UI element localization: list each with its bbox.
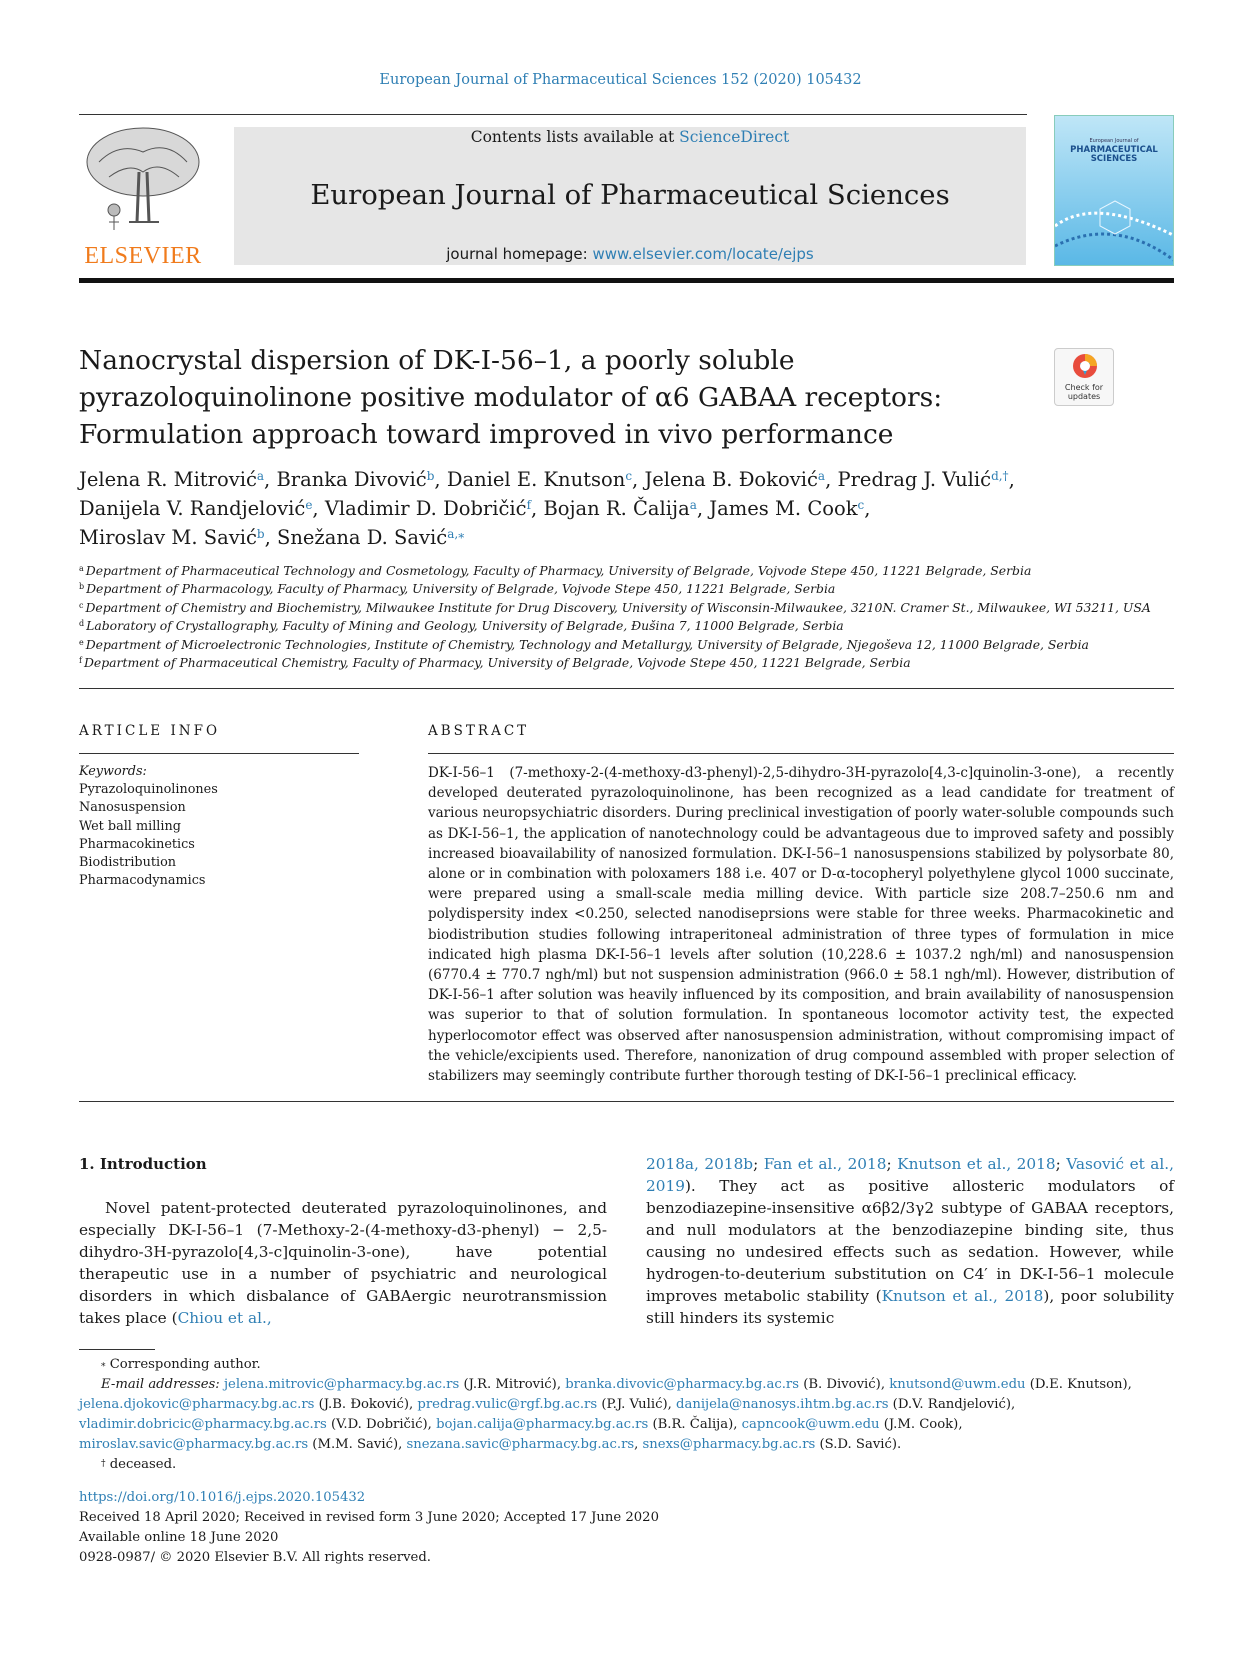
affiliation-item: [79, 617, 1174, 635]
cover-title: [1055, 146, 1173, 165]
keywords-label: Keywords:: [79, 764, 147, 779]
author: [276, 468, 434, 491]
author-affiliation-mark[interactable]: a: [817, 469, 826, 483]
header-thick-divider: [79, 278, 1174, 283]
citation-link[interactable]: Vasović et al., 2019: [646, 1155, 1174, 1195]
email-owner: (D.E. Knutson): [1029, 1377, 1128, 1392]
affiliation-item: [79, 636, 1174, 654]
journal-cover-image[interactable]: [1054, 115, 1174, 266]
author-name[interactable]: Vladimir D. Dobričić: [324, 497, 527, 520]
author: [709, 497, 864, 520]
footnote-divider: [79, 1349, 155, 1350]
author-name[interactable]: Danijela V. Randjelović: [79, 497, 306, 520]
email-link[interactable]: jelena.djokovic@pharmacy.bg.ac.rs: [79, 1397, 315, 1412]
email-owner: (J.R. Mitrović): [463, 1377, 557, 1392]
affiliation-text: Department of Pharmaceutical Technology and Cosmetology, Faculty of Pharmacy, University of Belgrade, Vojvode Stepe 450, 11221 Belgrade, Serbia: [85, 563, 1032, 578]
email-owner: (D.V. Randjelović): [892, 1397, 1011, 1412]
homepage-line: [234, 245, 1026, 263]
introduction-column-1: [79, 1197, 607, 1329]
email-link[interactable]: capncook@uwm.edu: [741, 1417, 880, 1432]
author-affiliation-mark[interactable]: c: [625, 469, 633, 483]
article-info-heading: ARTICLE INFO: [79, 723, 221, 739]
abstract-text: DK-I-56–1 (7-methoxy-2-(4-methoxy-d3-phenyl)-2,5-dihydro-3H-pyrazolo[4,3-c]quinolin-3-one), a recently developed deuterated pyrazoloquinolinone, has been recognized as a lead candidate for treatment of various neuropsychiatric disorders. During preclinical investigation of poorly water-soluble compounds such as DK-I-56–1, the application of nanotechnology could be advantageous due to improved safety and possibly increased bioavailability of nanosized formulation. DK-I-56–1 nanosuspensions stabilized by polysorbate 80, alone or in combination with poloxamers 188 i.e. 407 or D-α-tocopheryl polyethylene glycol 1000 succinate, were prepared using a small-scale media milling device. With particle size 208.7–250.6 nm and polydispersity index <0.250, selected nanodiseprsions were stable for three weeks. Pharmacokinetic and biodistribution studies following intraperitoneal administration of three types of formulation in mice indicated high plasma DK-I-56–1 levels after solution (10,228.6 ± 1037.2 ngh/ml) and nanosuspension (6770.4 ± 770.7 ngh/ml) but not suspension administration (966.0 ± 58.1 ngh/ml). However, distribution of DK-I-56–1 after solution was heavily influenced by its composition, and brain availability of nanosuspension was superior to that of solution formulation. In spontaneous locomotor activity test, the expected hyperlocomotor effect was observed after nanosuspension administration, without compromising impact of the vehicle/excipients used. Therefore, nanonization of drug compound assembled with proper selection of stabilizers may seemingly contribute further thorough testing of DK-I-56–1 preclinical efficacy.: [428, 765, 1174, 1085]
keyword-item[interactable]: Biodistribution: [79, 855, 177, 871]
cover-title-line2: SCIENCES: [1090, 154, 1138, 165]
paper-title: Nanocrystal dispersion of DK-I-56–1, a poorly soluble pyrazoloquinolinone positive modulator of α6 GABAA receptors: Formulation approach toward improved in vivo performance: [79, 345, 943, 450]
author-name[interactable]: James M. Cook: [709, 497, 858, 520]
introduction-heading: 1. Introduction: [79, 1155, 207, 1173]
introduction-column-2: 2018a, 2018b; Fan et al., 2018; Knutson et al., 2018; Vasović et al., 2019). They act as positive allosteric modulators of benzodiazepine-insensitive α6β2/3γ2 subtype of GABAA receptors, and null modulators at the benzodiazepine binding site, thus causing no undesired effects such as sedation. However, while hydrogen-to-deuterium substitution on C4′ in DK-I-56–1 molecule improves metabolic stability (Knutson et al., 2018), poor solubility still hinders its systemic: [646, 1155, 1175, 1327]
elsevier-logo[interactable]: [79, 122, 207, 270]
affiliation-text: Department of Chemistry and Biochemistry, Milwaukee Institute for Drug Discovery, University of Wisconsin-Milwaukee, 3210N. Cramer St., Milwaukee, WI 53211, USA: [85, 599, 1151, 615]
email-link[interactable]: jelena.mitrovic@pharmacy.bg.ac.rs: [223, 1377, 460, 1392]
author-affiliation-mark[interactable]: a: [256, 469, 265, 483]
citation-link[interactable]: Knutson et al., 2018: [881, 1287, 1044, 1305]
email-owner: (J.B. Đoković): [318, 1397, 410, 1412]
keyword-item[interactable]: Wet ball milling: [79, 818, 181, 834]
footnotes: [79, 1355, 1174, 1475]
email-link[interactable]: knutsond@uwm.edu: [889, 1377, 1026, 1392]
author-affiliation-mark[interactable]: a,⁎: [447, 527, 465, 541]
check-for-updates-badge[interactable]: [1054, 348, 1114, 406]
publisher-name: ELSEVIER: [84, 243, 202, 269]
elsevier-tree-icon: [79, 122, 207, 237]
author-affiliation-mark[interactable]: f: [526, 498, 532, 512]
affiliation-key: c: [79, 600, 84, 610]
citation-link[interactable]: Fan et al., 2018: [763, 1155, 887, 1173]
keywords-list: [79, 781, 359, 890]
affiliation-item: [79, 562, 1174, 580]
intro-col2-text-end: ), poor solubility still hinders its systemic: [646, 1287, 1175, 1327]
keyword-item[interactable]: Pyrazoloquinolinones: [79, 782, 218, 798]
homepage-prefix: journal homepage:: [446, 245, 593, 263]
journal-header-band: [234, 127, 1026, 265]
citation-link[interactable]: 2018a, 2018b: [646, 1155, 754, 1173]
email-owner: (S.D. Savić).: [819, 1437, 902, 1452]
keywords-block: [79, 763, 359, 890]
affiliation-text: Department of Pharmacology, Faculty of Pharmacy, University of Belgrade, Vojvode Stepe 450, 11221 Belgrade, Serbia: [86, 581, 836, 597]
footnote-mark: †: [101, 1459, 106, 1469]
affiliation-text: Department of Microelectronic Technologies, Institute of Chemistry, Technology and Metallurgy, University of Belgrade, Njegoševa 12, 11000 Belgrade, Serbia: [85, 636, 1089, 652]
intro-col1-text: Novel patent-protected deuterated pyrazoloquinolinones, and especially DK-I-56–1 (7-Methoxy-2-(4-methoxy-d3-phenyl) − 2,5-dihydro-3H-pyrazolo[4,3-c]quinolin-3-one), have potential therapeutic use in a number of psychiatric and neurological disorders in which disbalance of GABAergic neurotransmission takes place (: [79, 1199, 607, 1327]
doi-link[interactable]: https://doi.org/10.1016/j.ejps.2020.105432: [79, 1490, 366, 1505]
contents-line: [234, 128, 1026, 146]
author: [543, 497, 696, 520]
corresponding-author-note: [79, 1355, 1174, 1375]
abstract-end-divider: [79, 1101, 1174, 1102]
journal-citation[interactable]: European Journal of Pharmaceutical Sciences 152 (2020) 105432: [379, 72, 862, 88]
affiliation-key: d: [79, 619, 85, 629]
affiliation-item: [79, 599, 1174, 617]
email-link[interactable]: danijela@nanosys.ihtm.bg.ac.rs: [676, 1397, 889, 1412]
available-online: Available online 18 June 2020: [79, 1530, 279, 1545]
affiliation-text: Department of Pharmaceutical Chemistry, Faculty of Pharmacy, University of Belgrade, Vojvode Stepe 450, 11221 Belgrade, Serbia: [83, 655, 911, 671]
affiliation-key: b: [79, 582, 85, 592]
keyword-item[interactable]: Nanosuspension: [79, 800, 186, 816]
citation-link[interactable]: Chiou et al.,: [177, 1309, 272, 1327]
author: [447, 468, 632, 491]
email-owner: (M.M. Savić): [312, 1437, 399, 1452]
copyright: 0928-0987/ © 2020 Elsevier B.V. All rights reserved.: [79, 1550, 431, 1565]
author-name[interactable]: Branka Divović: [276, 468, 427, 491]
author-name[interactable]: Predrag J. Vulić: [837, 468, 992, 491]
email-label: E-mail addresses:: [101, 1377, 220, 1392]
affiliation-key: e: [79, 637, 84, 647]
author: [79, 526, 265, 549]
author-name[interactable]: Snežana D. Savić: [276, 526, 448, 549]
crossmark-label-line1: Check for: [1064, 383, 1104, 392]
author: [79, 497, 312, 520]
email-link[interactable]: miroslav.savic@pharmacy.bg.ac.rs: [79, 1437, 309, 1452]
email-link[interactable]: branka.divovic@pharmacy.bg.ac.rs: [565, 1377, 799, 1392]
author-list: Jelena R. Mitrović$^a$, Branka Divović$^b$, Daniel E. Knutson$^c$, Jelena B. Đoković$^a$, Predrag J. Vulić$^{d,\dagger}$, Danijela V. Randjelović$^e$, Vladimir D. Dobričić$^f$, Bojan R. Čalija$^a$, James M. Cook$^c$, Miroslav M. Savić$^b$, Snežana D. Savić$^{a,⁎}$: [79, 468, 1015, 549]
affiliations-divider: [79, 688, 1174, 689]
email-link[interactable]: vladimir.dobricic@pharmacy.bg.ac.rs: [79, 1417, 327, 1432]
email-owner: (P.J. Vulić): [601, 1397, 668, 1412]
email-owner: (J.M. Cook): [883, 1417, 959, 1432]
citation-link[interactable]: Knutson et al., 2018: [897, 1155, 1056, 1173]
author: [325, 497, 531, 520]
sciencedirect-link[interactable]: ScienceDirect: [679, 128, 790, 146]
author-name[interactable]: Jelena B. Đoković: [644, 468, 818, 491]
crossmark-label-line2: updates: [1067, 392, 1101, 401]
affiliation-item: [79, 580, 1174, 598]
email-link[interactable]: predrag.vulic@rgf.bg.ac.rs: [417, 1397, 598, 1412]
cover-small-text: European Journal of: [1089, 138, 1139, 144]
cover-title-line1: PHARMACEUTICAL: [1070, 145, 1158, 155]
publication-info: [79, 1488, 1174, 1568]
email-owner: (B.R. Čalija): [652, 1417, 734, 1432]
author-affiliation-mark[interactable]: d,†: [991, 469, 1009, 483]
author-name[interactable]: Daniel E. Knutson: [446, 468, 626, 491]
email-owner: (B. Divović): [803, 1377, 881, 1392]
keyword-item[interactable]: Pharmacodynamics: [79, 873, 206, 889]
intro-col2-text: ). They act as positive allosteric modulators of benzodiazepine-insensitive α6β2/3γ2 subtype of GABAA receptors, and null modulators at the benzodiazepine binding site, thus causing no undesired effects such as sedation. However, while hydrogen-to-deuterium substitution on C4′ in DK-I-56–1 molecule improves metabolic stability (: [646, 1177, 1174, 1305]
author-affiliation-mark[interactable]: a: [689, 498, 697, 512]
author-affiliation-mark[interactable]: b: [426, 469, 435, 483]
crossmark-label: [1055, 383, 1113, 401]
crossmark-icon: [1072, 353, 1098, 381]
author-affiliation-mark[interactable]: c: [857, 498, 865, 512]
email-link[interactable]: snexs@pharmacy.bg.ac.rs: [642, 1437, 816, 1452]
email-link[interactable]: snezana.savic@pharmacy.bg.ac.rs: [406, 1437, 635, 1452]
affiliation-text: Laboratory of Crystallography, Faculty of Mining and Geology, University of Belgrade, Đušina 7, 11000 Belgrade, Serbia: [86, 618, 844, 634]
email-owner: (V.D. Dobričić): [331, 1417, 428, 1432]
article-info-divider: [79, 753, 359, 754]
affiliation-item: [79, 654, 1174, 672]
author-name[interactable]: Jelena R. Mitrović: [79, 468, 257, 491]
contents-prefix: Contents lists available at: [470, 128, 680, 146]
author: [79, 468, 264, 491]
abstract-divider: [428, 753, 1174, 754]
deceased-text: deceased.: [109, 1457, 177, 1472]
footnote-mark: ⁎: [101, 1359, 106, 1369]
email-addresses: E-mail addresses: jelena.mitrovic@pharmacy.bg.ac.rs (J.R. Mitrović), branka.divovic@pharmacy.bg.ac.rs (B. Divović), knutsond@uwm.edu (D.E. Knutson), jelena.djokovic@pharmacy.bg.ac.rs (J.B. Đoković), predrag.vulic@rgf.bg.ac.rs (P.J. Vulić), danijela@nanosys.ihtm.bg.ac.rs (D.V. Randjelović), vladimir.dobricic@pharmacy.bg.ac.rs (V.D. Dobričić), bojan.calija@pharmacy.bg.ac.rs (B.R. Čalija), capncook@uwm.edu (J.M. Cook), miroslav.savic@pharmacy.bg.ac.rs (M.M. Savić), snezana.savic@pharmacy.bg.ac.rs, snexs@pharmacy.bg.ac.rs (S.D. Savić).: [79, 1377, 1132, 1452]
deceased-note: [79, 1455, 1174, 1475]
author: [644, 468, 825, 491]
affiliation-key: f: [79, 656, 82, 666]
abstract-heading: ABSTRACT: [428, 723, 530, 739]
author: [837, 468, 1008, 491]
email-link[interactable]: bojan.calija@pharmacy.bg.ac.rs: [436, 1417, 649, 1432]
top-divider: [79, 114, 1027, 115]
keyword-item[interactable]: Pharmacokinetics: [79, 836, 195, 852]
author-name[interactable]: Bojan R. Čalija: [543, 497, 690, 520]
cover-molecule-icon: [1055, 176, 1174, 266]
author-affiliation-mark[interactable]: e: [305, 498, 313, 512]
author: [277, 526, 464, 549]
journal-name: European Journal of Pharmaceutical Sciences: [310, 179, 950, 211]
author-affiliation-mark[interactable]: b: [256, 527, 265, 541]
corresponding-author-text: Corresponding author.: [109, 1357, 261, 1372]
author-name[interactable]: Miroslav M. Savić: [79, 526, 257, 549]
affiliation-list: [79, 562, 1174, 672]
received-dates: Received 18 April 2020; Received in revised form 3 June 2020; Accepted 17 June 2020: [79, 1510, 659, 1525]
homepage-link[interactable]: www.elsevier.com/locate/ejps: [592, 245, 814, 263]
affiliation-key: a: [79, 564, 84, 573]
